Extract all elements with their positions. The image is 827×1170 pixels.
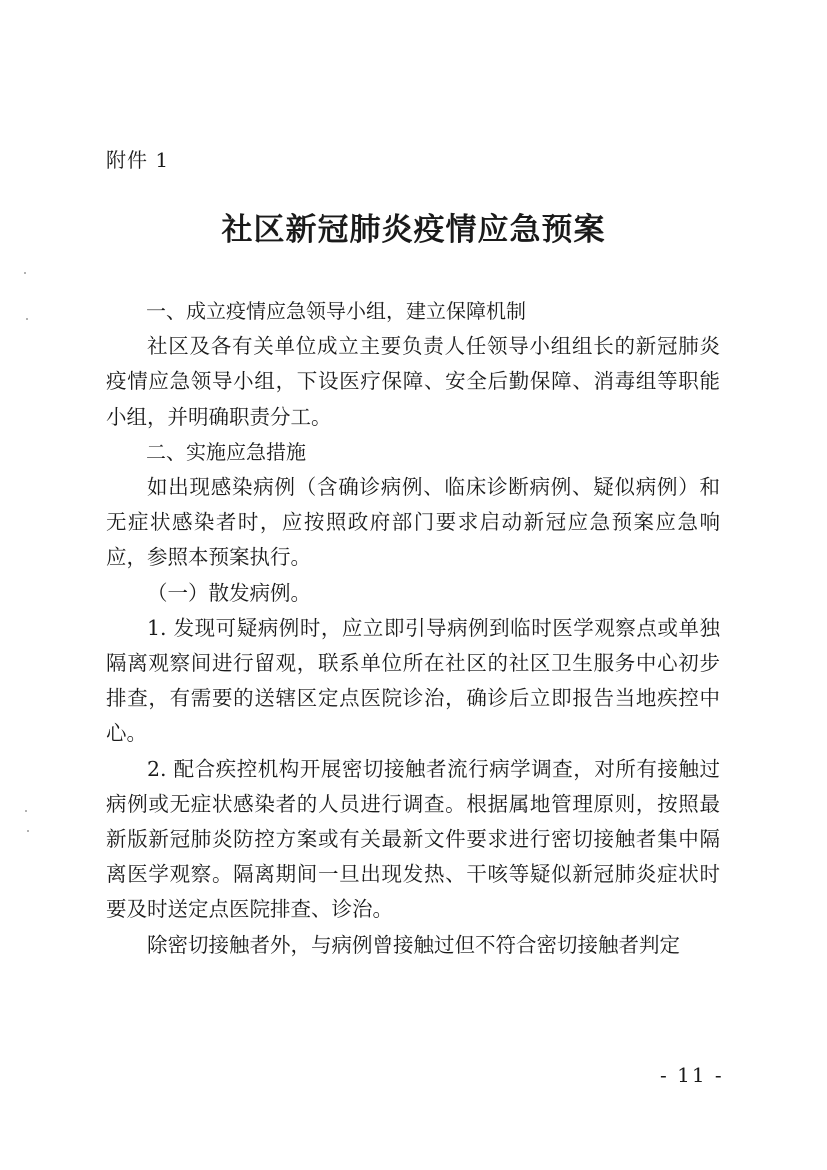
paragraph: 除密切接触者外，与病例曾接触过但不符合密切接触者判定 [147, 932, 680, 957]
document-body [106, 294, 720, 963]
page-number: - 11 - [660, 1063, 724, 1087]
paragraph: 2. 配合疾控机构开展密切接触者流行病学调查，对所有接触过病例或无症状感染者的人员进行调查。根据属地管理原则，按照最新版新冠肺炎防控方案或有关最新文件要求进行密切接触者集中隔离医学观察。隔离期间一旦出现发热、干咳等疑似新冠肺炎症状时要及时送定点医院排查、诊治。 [106, 756, 720, 922]
subsection-heading: （一）散发病例。 [147, 580, 311, 605]
paragraph: 1. 发现可疑病例时，应立即引导病例到临时医学观察点或单独隔离观察间进行留观，联系单位所在社区的社区卫生服务中心初步排查，有需要的送辖区定点医院诊治，确诊后立即报告当地疾控中心。 [106, 615, 720, 746]
attachment-label: 附件 1 [106, 148, 170, 172]
paragraph: 社区及各有关单位成立主要负责人任领导小组组长的新冠肺炎疫情应急领导小组，下设医疗保障、安全后勤保障、消毒组等职能小组，并明确职责分工。 [106, 334, 720, 429]
scan-speck [24, 272, 26, 274]
paragraph: 如出现感染病例（含确诊病例、临床诊断病例、疑似病例）和无症状感染者时，应按照政府部门要求启动新冠应急预案应急响应，参照本预案执行。 [106, 475, 720, 570]
document-title: 社区新冠肺炎疫情应急预案 [221, 212, 606, 248]
section-heading-1: 一、成立疫情应急领导小组，建立保障机制 [146, 299, 526, 323]
section-heading-2: 二、实施应急措施 [146, 439, 306, 464]
scan-speck [27, 830, 29, 832]
scan-speck [26, 318, 28, 320]
scan-speck [25, 810, 27, 812]
